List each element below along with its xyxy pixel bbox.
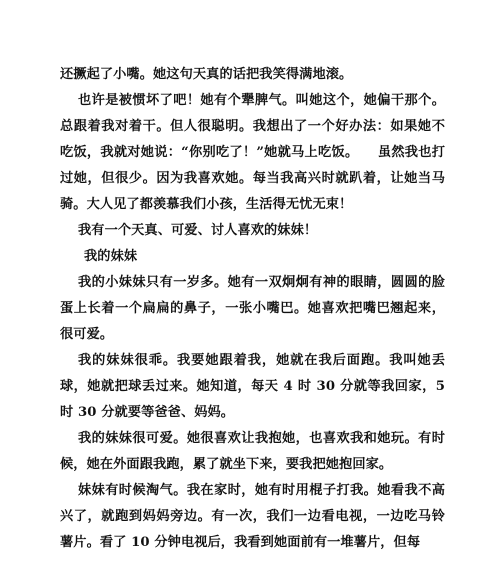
paragraph-2: 我有一个天真、可爱、讨人喜欢的妹妹！ (78, 223, 318, 238)
paragraph-0: 还撅起了小嘴。她这句天真的话把我笑得满地滚。 (60, 67, 353, 82)
section-title: 我的妹妹 (84, 249, 138, 264)
document-page (60, 62, 450, 556)
paragraph-5: 我的妹妹很乖。我要她跟着我，她就在我后面跑。我叫她丢球，她就把球丢过来。她知道，每天 4 时 30 分就等我回家，5 时 30 分就要等爸爸、妈妈。 (60, 353, 450, 420)
paragraph-1: 也许是被惯坏了吧！她有个犟脾气。叫她这个，她偏干那个。总跟着我对着干。但人很聪明。我想出了一个好办法：如果她不吃饭，我就对她说：“你别吃了！”她就马上吃饭。 虽然我也打过她，但很少。因为我喜欢她。每当我高兴时就趴着，让她当马骑。大人见了都羡慕我们小孩，生活得无忧无束！ (60, 93, 445, 212)
paragraph-7: 妹妹有时候淘气。我在家时，她有时用棍子打我。她看我不高兴了，就跑到妈妈旁边。有一次，我们一边看电视，一边吃马铃薯片。看了 10 分钟电视后，我看到她面前有一堆薯片，但每 (60, 483, 445, 550)
paragraph-4: 我的小妹妹只有一岁多。她有一双炯炯有神的眼睛，圆圆的脸蛋上长着一个扁扁的鼻子，一张小嘴巴。她喜欢把嘴巴翘起来，很可爱。 (60, 275, 445, 342)
paragraph-6: 我的妹妹很可爱。她很喜欢让我抱她，也喜欢我和她玩。有时候，她在外面跟我跑，累了就坐下来，要我把她抱回家。 (60, 431, 445, 472)
